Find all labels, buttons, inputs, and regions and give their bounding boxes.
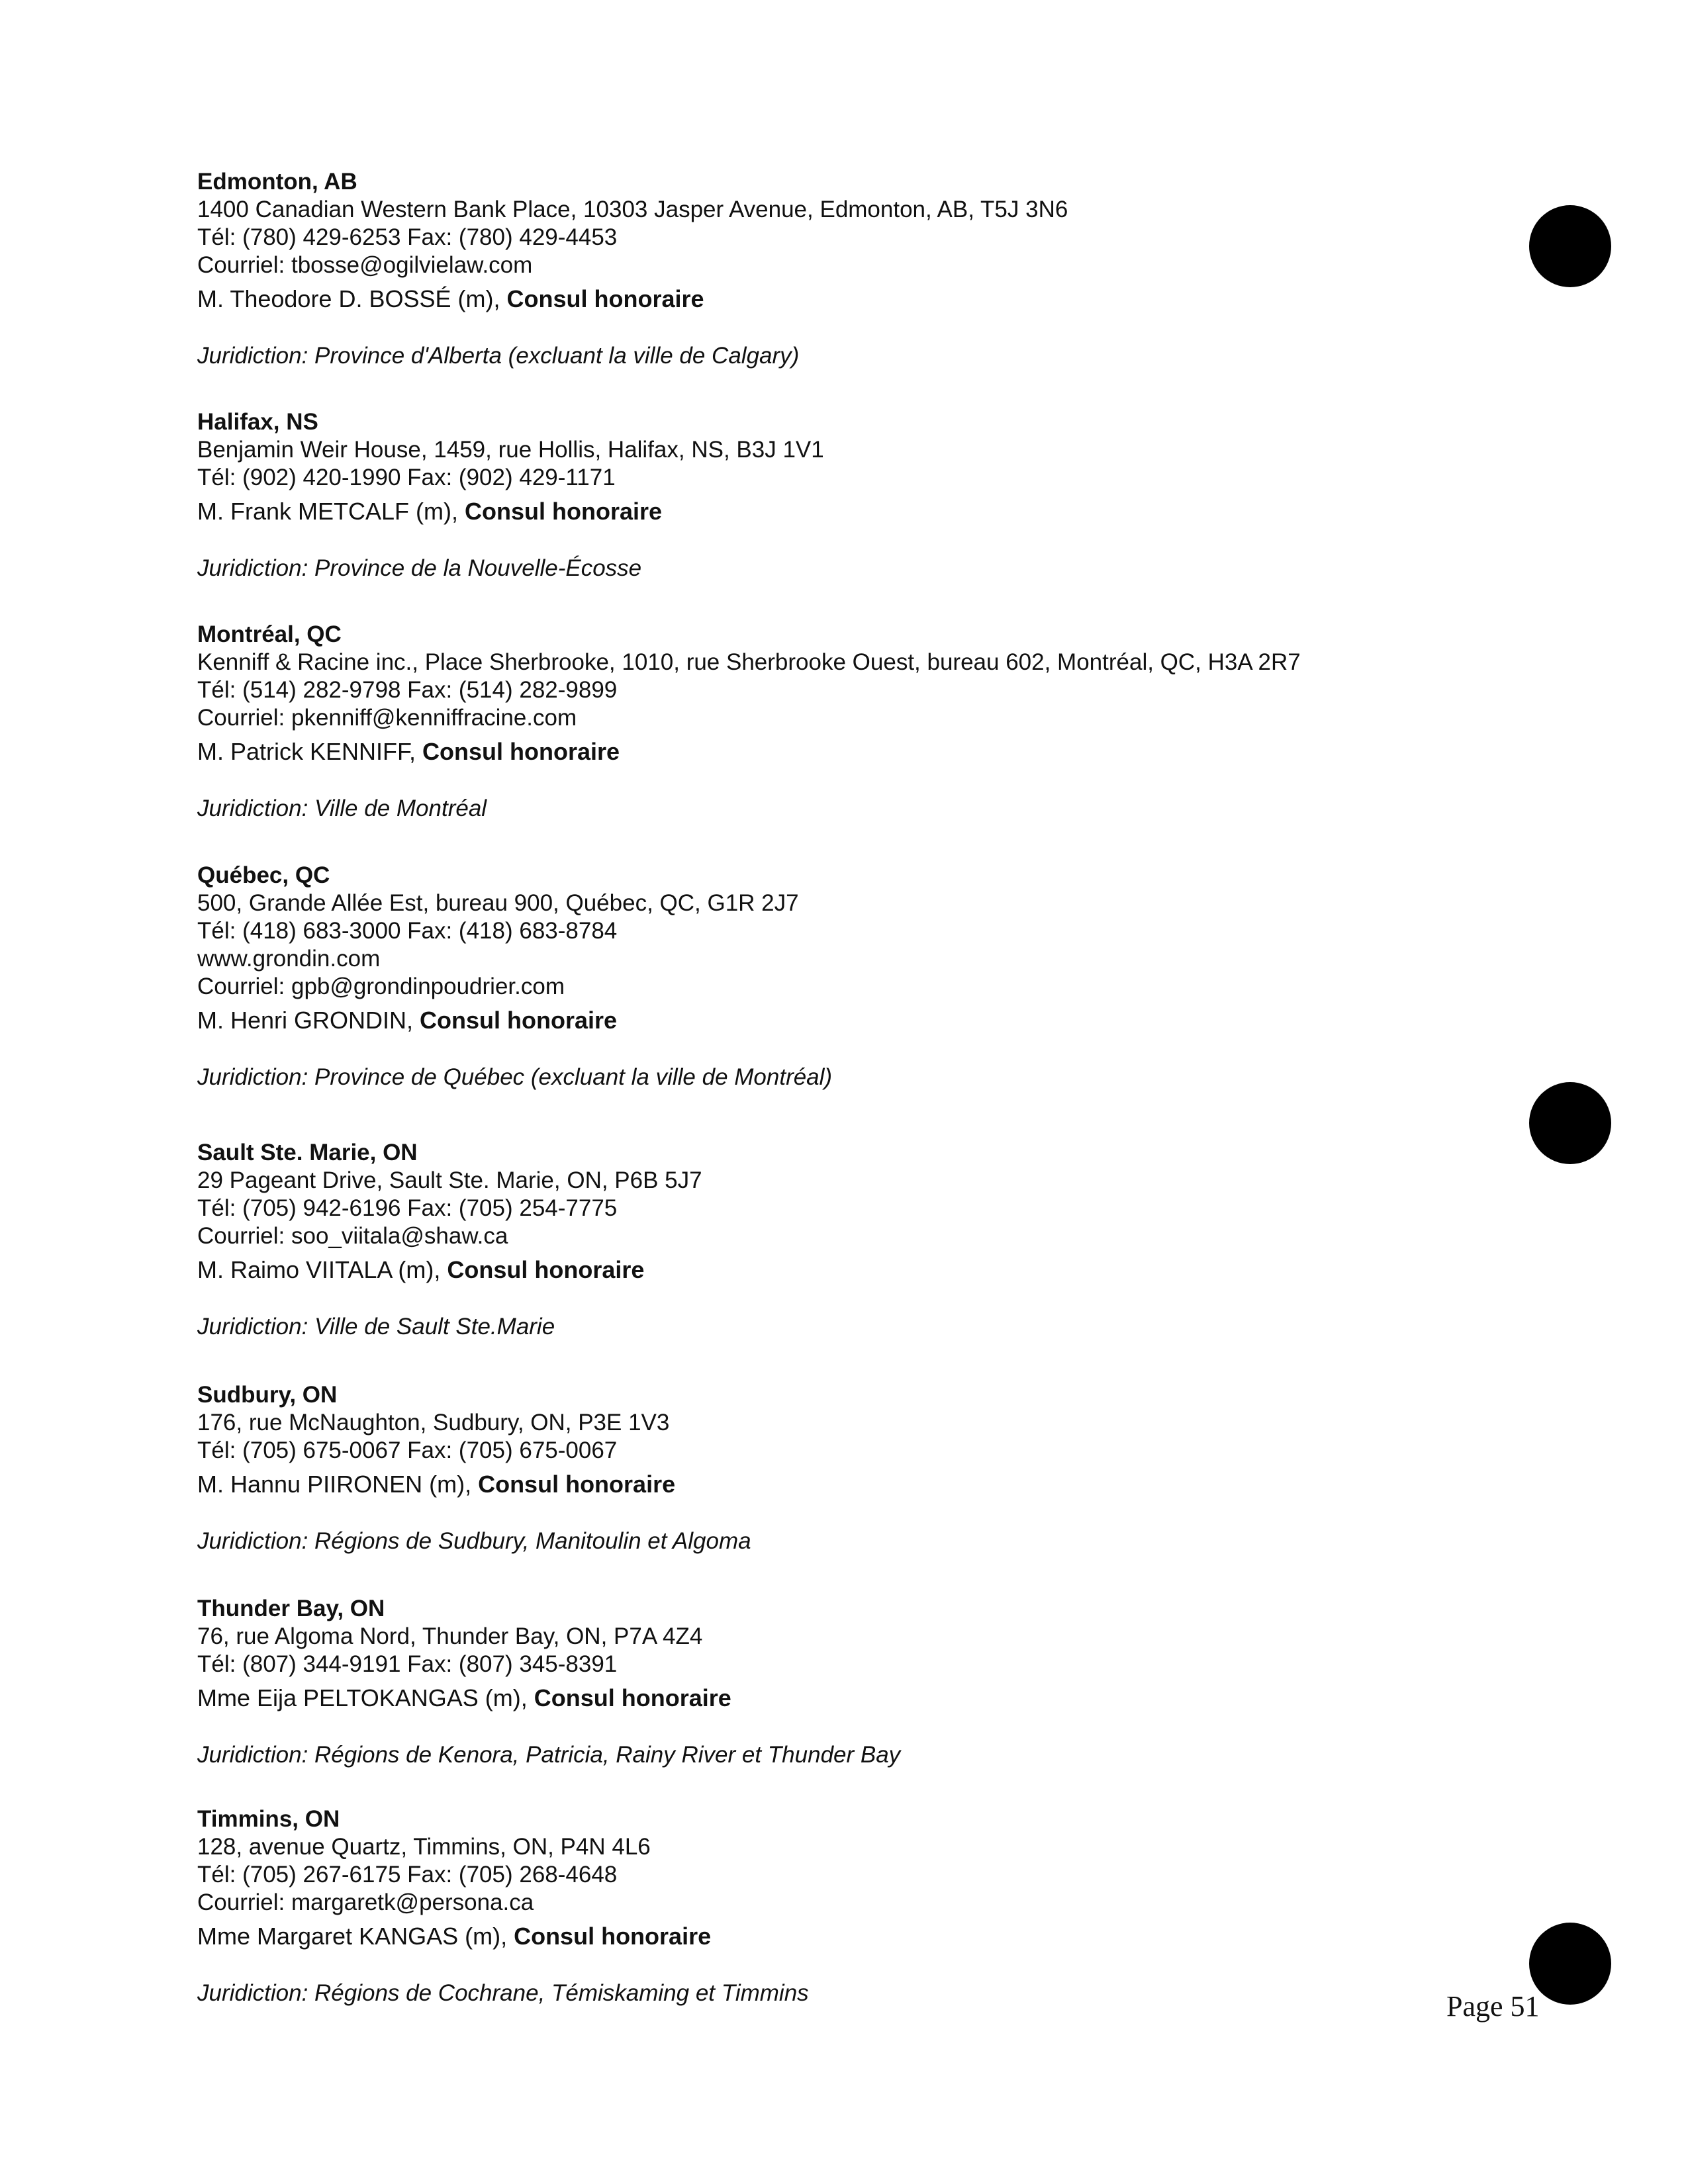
phone-fax-line: Tél: (780) 429-6253 Fax: (780) 429-4453 [197,224,618,250]
address-line: Benjamin Weir House, 1459, rue Hollis, Halifax, NS, B3J 1V1 [197,437,824,463]
phone-fax-line: Tél: (705) 267-6175 Fax: (705) 268-4648 [197,1862,618,1888]
jurisdiction: Juridiction: Régions de Kenora, Patricia, Rainy River et Thunder Bay [197,1742,901,1768]
consul-title: Consul honoraire [514,1923,712,1950]
consul-title: Consul honoraire [506,285,704,312]
consul-line [197,1470,1488,1499]
consul-name: M. Henri GRONDIN, [197,1007,420,1034]
city-heading: Timmins, ON [197,1806,340,1832]
consul-name: M. Frank METCALF (m), [197,498,465,525]
consul-line [197,1684,1488,1713]
jurisdiction: Juridiction: Province de la Nouvelle-Écosse [197,555,642,581]
phone-fax-line: Tél: (514) 282-9798 Fax: (514) 282-9899 [197,677,618,703]
consul-name: M. Theodore D. BOSSÉ (m), [197,285,507,312]
jurisdiction: Juridiction: Régions de Cochrane, Témiskaming et Timmins [197,1980,809,2006]
consul-title: Consul honoraire [465,498,663,525]
website-line: www.grondin.com [197,946,381,972]
email-line: Courriel: gpb@grondinpoudrier.com [197,974,565,999]
consul-line [197,1922,1488,1951]
city-heading: Sudbury, ON [197,1382,338,1408]
jurisdiction: Juridiction: Province d'Alberta (excluant la ville de Calgary) [197,343,800,369]
page-number: Page 51 [1446,1990,1540,2023]
city-heading: Sault Ste. Marie, ON [197,1140,418,1165]
phone-fax-line: Tél: (705) 675-0067 Fax: (705) 675-0067 [197,1437,618,1463]
address-line: 1400 Canadian Western Bank Place, 10303 Jasper Avenue, Edmonton, AB, T5J 3N6 [197,197,1068,222]
address-line: 128, avenue Quartz, Timmins, ON, P4N 4L6 [197,1834,651,1860]
consul-line [197,285,1488,314]
punch-hole-middle [1529,1082,1611,1164]
phone-fax-line: Tél: (807) 344-9191 Fax: (807) 345-8391 [197,1651,618,1677]
city-heading: Québec, QC [197,862,330,888]
consul-title: Consul honoraire [447,1256,645,1283]
consul-name: M. Patrick KENNIFF, [197,738,423,765]
consul-name: M. Raimo VIITALA (m), [197,1256,447,1283]
address-line: 176, rue McNaughton, Sudbury, ON, P3E 1V3 [197,1410,670,1435]
jurisdiction: Juridiction: Régions de Sudbury, Manitoulin et Algoma [197,1528,751,1554]
address-line: 29 Pageant Drive, Sault Ste. Marie, ON, P6B 5J7 [197,1167,702,1193]
punch-hole-bottom [1529,1923,1611,2005]
consul-name: M. Hannu PIIRONEN (m), [197,1471,479,1498]
consul-title: Consul honoraire [422,738,620,765]
city-heading: Thunder Bay, ON [197,1596,385,1621]
phone-fax-line: Tél: (705) 942-6196 Fax: (705) 254-7775 [197,1195,618,1221]
consulate-entry-sudbury [197,1381,1488,1556]
consul-title: Consul honoraire [420,1007,618,1034]
consul-line [197,497,1488,526]
consulate-entry-timmins [197,1805,1488,2008]
punch-hole-top [1529,205,1611,287]
consulate-entry-sault-ste-marie [197,1139,1488,1342]
address-line: 500, Grande Allée Est, bureau 900, Québec, QC, G1R 2J7 [197,890,799,916]
consul-title: Consul honoraire [534,1684,731,1711]
consulate-entry-quebec [197,862,1488,1092]
jurisdiction: Juridiction: Province de Québec (excluant la ville de Montréal) [197,1064,833,1090]
city-heading: Halifax, NS [197,409,318,435]
phone-fax-line: Tél: (418) 683-3000 Fax: (418) 683-8784 [197,918,618,944]
consulate-entry-edmonton [197,168,1488,371]
consul-line [197,737,1488,766]
consul-line [197,1255,1488,1285]
email-line: Courriel: margaretk@persona.ca [197,1889,534,1915]
email-line: Courriel: tbosse@ogilvielaw.com [197,252,533,278]
consul-line [197,1006,1488,1035]
consul-name: Mme Margaret KANGAS (m), [197,1923,514,1950]
email-line: Courriel: soo_viitala@shaw.ca [197,1223,508,1249]
consul-name: Mme Eija PELTOKANGAS (m), [197,1684,534,1711]
consul-title: Consul honoraire [478,1471,676,1498]
city-heading: Montréal, QC [197,621,342,647]
address-line: 76, rue Algoma Nord, Thunder Bay, ON, P7A 4Z4 [197,1623,703,1649]
consulate-entry-thunder-bay [197,1595,1488,1770]
address-line: Kenniff & Racine inc., Place Sherbrooke, 1010, rue Sherbrooke Ouest, bureau 602, Montréal, QC, H3A 2R7 [197,649,1301,675]
consulate-entry-halifax [197,408,1488,583]
consulate-entry-montreal [197,621,1488,823]
city-heading: Edmonton, AB [197,169,357,195]
email-line: Courriel: pkenniff@kenniffracine.com [197,705,577,731]
jurisdiction: Juridiction: Ville de Sault Ste.Marie [197,1314,555,1340]
jurisdiction: Juridiction: Ville de Montréal [197,796,487,821]
phone-fax-line: Tél: (902) 420-1990 Fax: (902) 429-1171 [197,465,616,490]
